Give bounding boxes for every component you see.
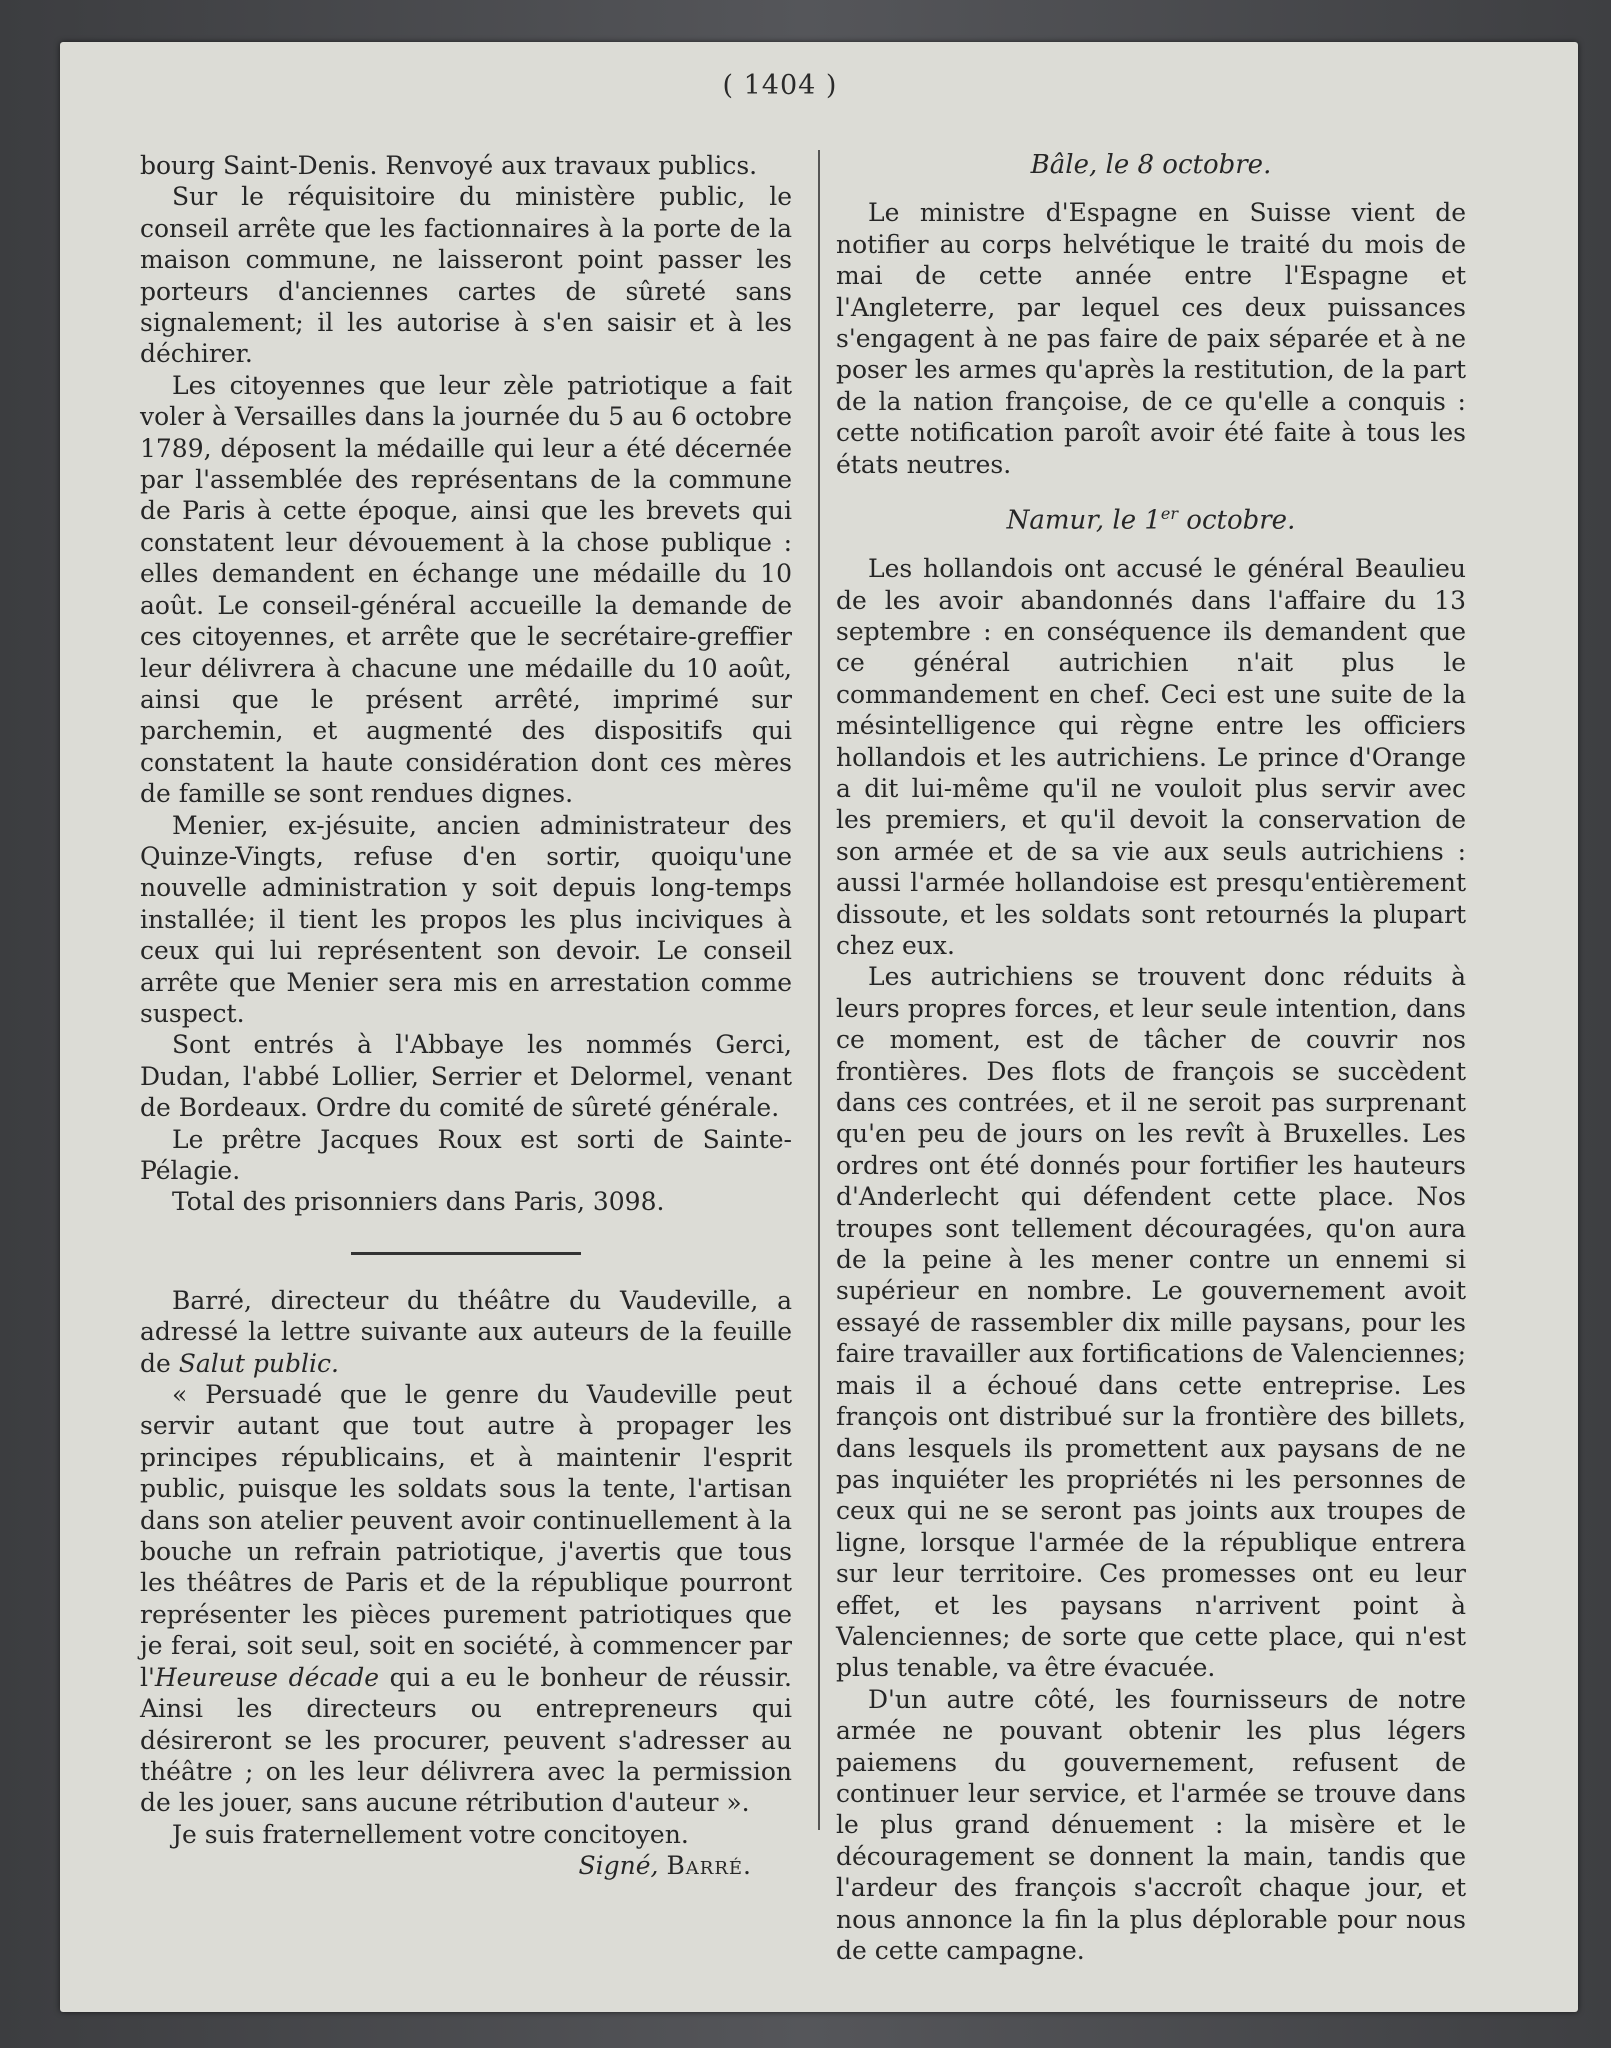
letter-body — [140, 1379, 792, 1819]
play-title: Heureuse décade — [154, 1662, 380, 1692]
dateline-place: Bâle — [1030, 150, 1089, 180]
dateline-sup: er — [1160, 504, 1179, 524]
paragraph: Je suis fraternellement votre concitoyen. — [172, 1819, 689, 1849]
section-divider-rule — [351, 1252, 581, 1255]
signature-label: Signé, — [578, 1851, 659, 1881]
paragraph — [140, 1285, 792, 1379]
signature-name: Barré. — [666, 1851, 752, 1881]
paragraph: D'un autre côté, les fournisseurs de notre armée ne pouvant obtenir les plus légers paiemens du gouvernement, refusent de continuer leur service, et l'armée se trouve dans le plus grand dénuement : la misère et le découragement se donnent la main, tandis que l'ardeur des françois s'accroît chaque jour, et nous annonce la fin la plus déplorable pour nous de cette campagne. — [836, 1684, 1466, 1965]
signature-line — [140, 1850, 792, 1881]
paragraph: Le prêtre Jacques Roux est sorti de Sainte-Pélagie. — [140, 1124, 792, 1185]
paragraph: Les hollandois ont accusé le général Beaulieu de les avoir abandonnés dans l'affaire du 13 septembre : en conséquence ils demandent que ce général autrichien n'ait plus le commandement en chef. Ceci est une suite de la mésintelligence qui règne entre les officiers hollandois et les autrichiens. Le prince d'Orange a dit lui-même qu'il ne vouloit plus servir avec les premiers, et qu'il devoit la conservation de son armée et de sa vie aux seuls autrichiens : aussi l'armée hollandoise est presqu'entièrement dissoute, et les soldats sont retournés la plupart chez eux. — [836, 554, 1466, 960]
right-column — [836, 150, 1466, 1966]
text-run: Barré, directeur du théâtre du Vaudeville, a adressé la lettre suivante aux auteurs de la feuille de — [140, 1285, 792, 1378]
dateline — [836, 150, 1466, 181]
dateline-text: Namur, le 1 — [1006, 505, 1161, 536]
paragraph: Le ministre d'Espagne en Suisse vient de notifier au corps helvétique le traité du mois de mai de cette année entre l'Espagne et l'Angleterre, par lequel ces deux puissances s'engagent à ne pas faire de paix séparée et à ne poser les armes qu'après la restitution, de la part de la nation françoise, de ce qu'elle a conquis : cette notification paroît avoir été faite à tous les états neutres. — [836, 198, 1466, 479]
paragraph: Sur le réquisitoire du ministère public, le conseil arrête que les factionnaires à la porte de la maison commune, ne laisseront point passer les porteurs d'anciennes cartes de sûreté sans signalement; il les autorise à s'en saisir et à les déchirer. — [140, 182, 792, 369]
text-run: « Persuadé que le genre du Vaudeville peut servir autant que tout autre à propager les principes républicains, et à maintenir l'esprit public, puisque les soldats sous la tente, l'artisan dans son atelier peuvent avoir continuellement à la bouche un refrain patriotique, j'avertis que tous les théâtres de Paris et de la république pourront représenter les pièces purement patriotiques que je ferai, soit seul, soit en société, à commencer par l' — [140, 1380, 792, 1692]
page-number: ( 1404 ) — [722, 70, 838, 101]
paragraph: bourg Saint-Denis. Renvoyé aux travaux publics. — [140, 151, 758, 180]
newspaper-title: Salut public. — [178, 1348, 339, 1378]
dateline — [836, 498, 1466, 537]
column-divider — [818, 150, 820, 1830]
dateline-date: , le 8 octobre. — [1088, 150, 1272, 180]
paragraph: Les autrichiens se trouvent donc réduits à leurs propres forces, et leur seule intention, dans ce moment, est de tâcher de couvrir nos frontières. Des flots de françois se succèdent dans ces contrées, et il ne seroit pas surprenant qu'en peu de jours on les revît à Bruxelles. Les ordres ont été donnés pour fortifier les hauteurs d'Anderlecht qui défendent cette place. Nos troupes sont tellement découragées, qu'on aura de la peine à les mener contre un ennemi si supérieur en nombre. Le gouvernement avoit essayé de rassembler dix mille paysans, pour les faire travailler aux fortifications de Valenciennes; mais il a échoué dans cette entreprise. Les françois ont distribué sur la frontière des billets, dans lesquels ils promettent aux paysans de ne pas inquiéter les propriétés ni les personnes de ceux qui ne se seront pas joints aux troupes de ligne, lorsque l'armée de la république entrera sur leur territoire. Ces promesses ont eu leur effet, et les paysans n'arrivent point à Valenciennes; de sorte que cette place, qui n'est plus tenable, va être évacuée. — [836, 962, 1466, 1683]
paragraph: Menier, ex-jésuite, ancien administrateur des Quinze-Vingts, refuse d'en sortir, quoiqu'une nouvelle administration y soit depuis long-temps installée; il tient les propos les plus inciviques à ceux qui lui représentent son devoir. Le conseil arrête que Menier sera mis en arrestation comme suspect. — [140, 810, 792, 1028]
paragraph: Sont entrés à l'Abbaye les nommés Gerci, Dudan, l'abbé Lollier, Serrier et Delormel, venant de Bordeaux. Ordre du comité de sûreté générale. — [140, 1030, 792, 1123]
left-column — [140, 150, 792, 1882]
dateline-end: octobre. — [1178, 505, 1296, 536]
text-run: qui a eu le bonheur de réussir. Ainsi les directeurs ou entrepreneurs qui désireront se les procurer, peuvent s'adresser au théâtre ; on les leur délivrera avec la permission de les jouer, sans aucune rétribution d'auteur ». — [140, 1662, 792, 1818]
paragraph: Les citoyennes que leur zèle patriotique a fait voler à Versailles dans la journée du 5 au 6 octobre 1789, déposent la médaille qui leur a été décernée par l'assemblée des représentans de la commune de Paris à cette époque, ainsi que les brevets qui constatent leur dévouement à la chose publique : elles demandent en échange une médaille du 10 août. Le conseil-général accueille la demande de ces citoyennes, et arrête que le secrétaire-greffier leur délivrera à chacune une médaille du 10 août, ainsi que le présent arrêté, imprimé sur parchemin, et augmenté des dispositifs qui constatent la haute considération dont ces mères de famille se sont rendues dignes. — [140, 370, 792, 809]
paragraph: Total des prisonniers dans Paris, 3098. — [172, 1187, 665, 1217]
